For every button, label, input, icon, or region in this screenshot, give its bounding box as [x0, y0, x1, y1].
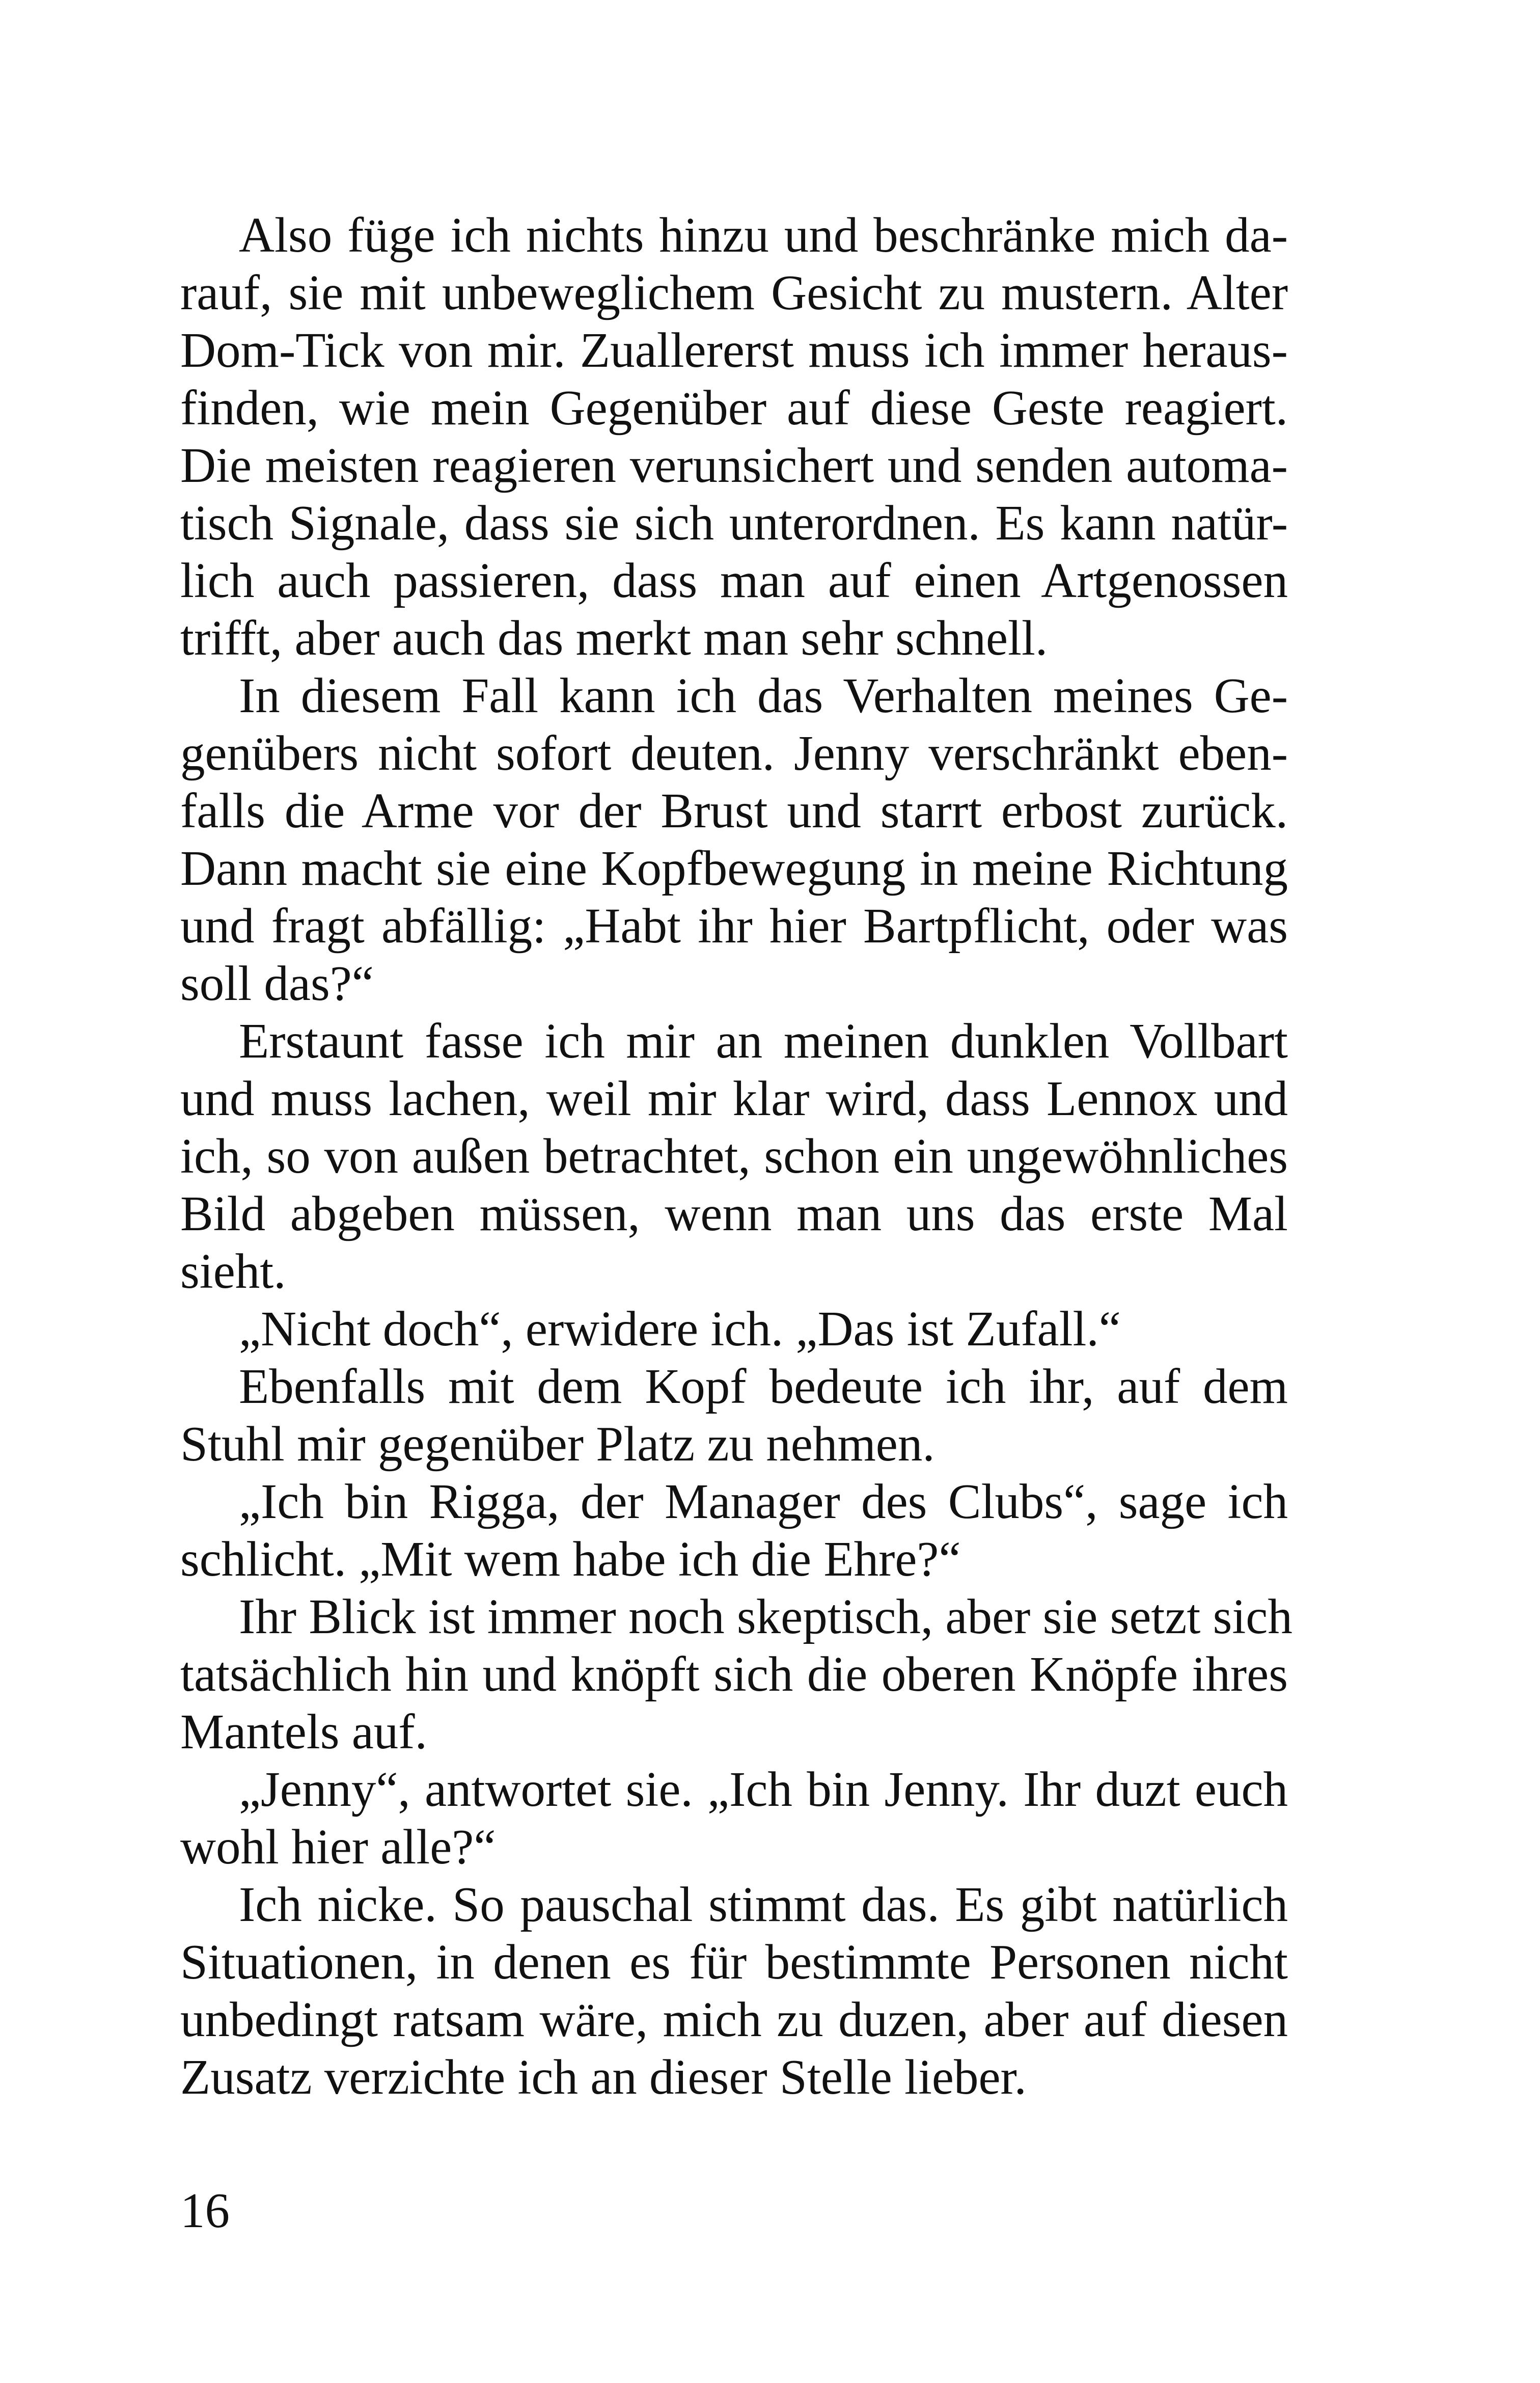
body-text — [180, 206, 1292, 2106]
text-line: Erstaunt fasse ich mir an meinen dunklen Vollbart — [239, 1014, 1288, 1068]
text-line: wohl hier alle?“ — [180, 1820, 496, 1874]
text-line: „Jenny“, antwortet sie. „Ich bin Jenny. Ihr duzt euch — [239, 1762, 1288, 1817]
text-line: Ich nicke. So pauschal stimmt das. Es gibt natürlich — [239, 1877, 1288, 1932]
text-line: genübers nicht sofort deuten. Jenny verschränkt eben- — [180, 726, 1288, 780]
text-line: Ihr Blick ist immer noch skeptisch, aber sie setzt sich — [239, 1589, 1292, 1644]
text-line: „Nicht doch“, erwidere ich. „Das ist Zufall.“ — [239, 1302, 1121, 1356]
text-line: Die meisten reagieren verunsichert und senden automa- — [180, 438, 1288, 493]
text-line: falls die Arme vor der Brust und starrt erbost zurück. — [180, 783, 1288, 838]
text-line: Stuhl mir gegenüber Platz zu nehmen. — [180, 1417, 935, 1471]
text-line: tatsächlich hin und knöpft sich die oberen Knöpfe ihres — [180, 1647, 1288, 1701]
text-line: trifft, aber auch das merkt man sehr schnell. — [180, 611, 1048, 665]
page-number: 16 — [180, 2183, 230, 2238]
text-line: und muss lachen, weil mir klar wird, dass Lennox und — [180, 1071, 1288, 1126]
text-line: ich, so von außen betrachtet, schon ein ungewöhnliches — [180, 1129, 1288, 1183]
text-line: Zusatz verzichte ich an dieser Stelle lieber. — [180, 2050, 1027, 2104]
text-line: schlicht. „Mit wem habe ich die Ehre?“ — [180, 1532, 961, 1586]
text-line: In diesem Fall kann ich das Verhalten meines Ge- — [239, 668, 1288, 723]
text-line: Dann macht sie eine Kopfbewegung in meine Richtung — [180, 841, 1288, 896]
text-line: soll das?“ — [180, 956, 374, 1011]
text-line: Dom-Tick von mir. Zuallererst muss ich immer heraus- — [180, 323, 1288, 377]
text-line: und fragt abfällig: „Habt ihr hier Bartpflicht, oder was — [180, 899, 1288, 953]
text-line: finden, wie mein Gegenüber auf diese Geste reagiert. — [180, 381, 1288, 435]
text-line: Bild abgeben müssen, wenn man uns das erste Mal — [180, 1186, 1288, 1241]
text-line: Ebenfalls mit dem Kopf bedeute ich ihr, auf dem — [239, 1359, 1288, 1414]
text-line: lich auch passieren, dass man auf einen Artgenossen — [180, 553, 1288, 608]
text-line: „Ich bin Rigga, der Manager des Clubs“, sage ich — [239, 1474, 1288, 1529]
text-line: Mantels auf. — [180, 1704, 427, 1759]
text-line: Situationen, in denen es für bestimmte Personen nicht — [180, 1935, 1288, 1989]
text-line: unbedingt ratsam wäre, mich zu duzen, aber auf diesen — [180, 1992, 1288, 2047]
text-line: rauf, sie mit unbeweglichem Gesicht zu mustern. Alter — [180, 265, 1288, 320]
text-line: tisch Signale, dass sie sich unterordnen. Es kann natür- — [180, 496, 1288, 550]
text-line: sieht. — [180, 1244, 286, 1298]
text-line: Also füge ich nichts hinzu und beschränke mich da- — [239, 208, 1288, 262]
